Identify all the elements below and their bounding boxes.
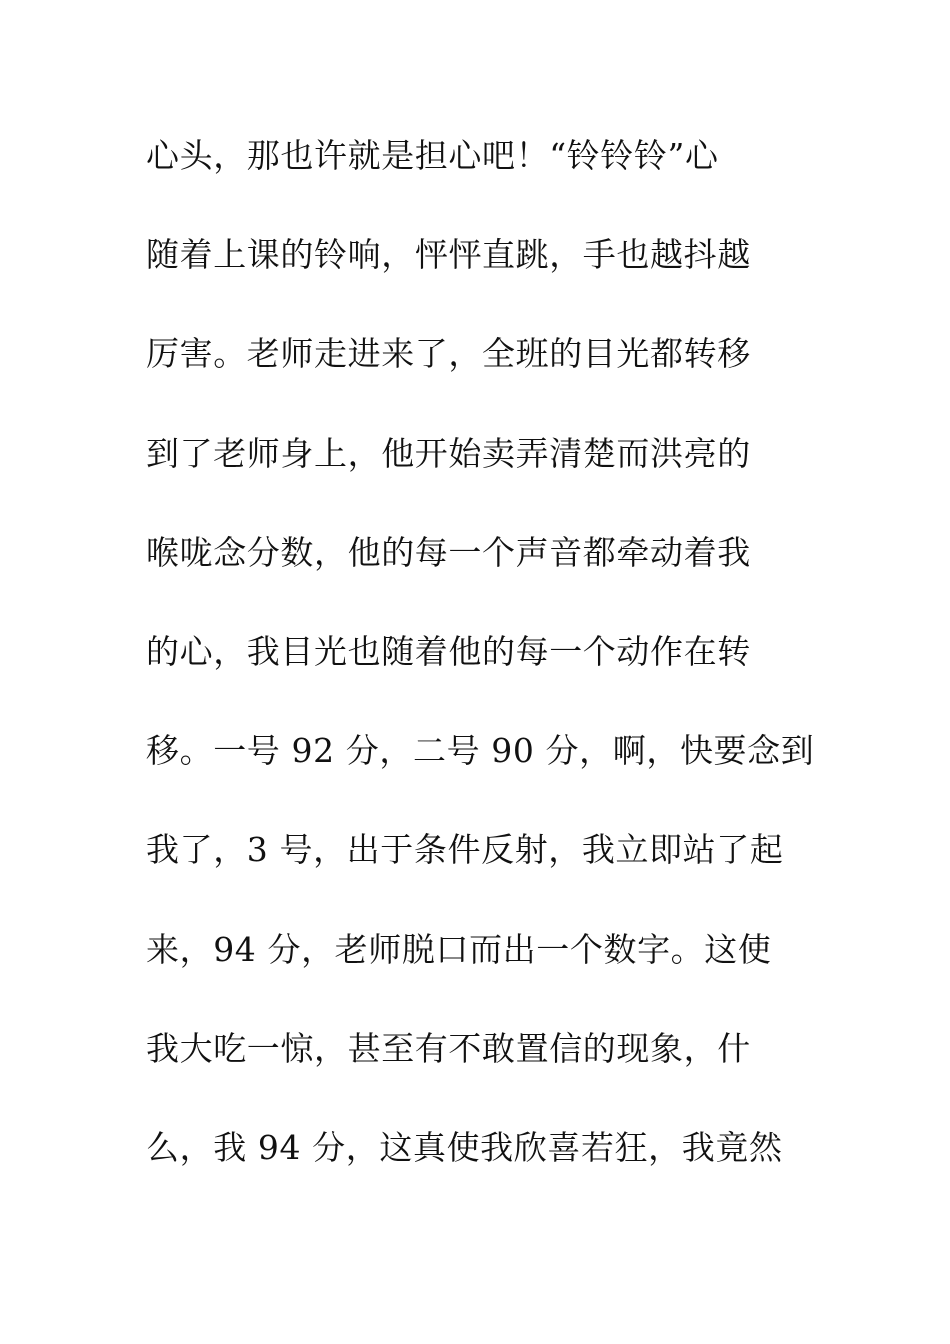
text-line: 我大吃一惊，甚至有不敢置信的现象，什	[146, 1028, 751, 1068]
text-line: 么，我 94 分，这真使我欣喜若狂，我竟然	[146, 1127, 783, 1167]
text-line: 随着上课的铃响，怦怦直跳，手也越抖越	[146, 235, 751, 275]
document-body-text	[146, 126, 826, 1217]
text-line: 厉害。老师走进来了，全班的目光都转移	[146, 334, 751, 374]
text-line: 来，94 分，老师脱口而出一个数字。这使	[146, 929, 772, 969]
text-line: 心头，那也许就是担心吧！“铃铃铃”心	[146, 136, 719, 175]
text-line: 移。一号 92 分，二号 90 分，啊，快要念到	[146, 731, 815, 771]
text-line: 的心，我目光也随着他的每一个动作在转	[146, 631, 751, 671]
text-line: 到了老师身上，他开始卖弄清楚而洪亮的	[146, 433, 751, 473]
text-line: 喉咙念分数，他的每一个声音都牵动着我	[146, 532, 751, 572]
text-line: 我了，3 号，出于条件反射，我立即站了起	[146, 830, 784, 870]
